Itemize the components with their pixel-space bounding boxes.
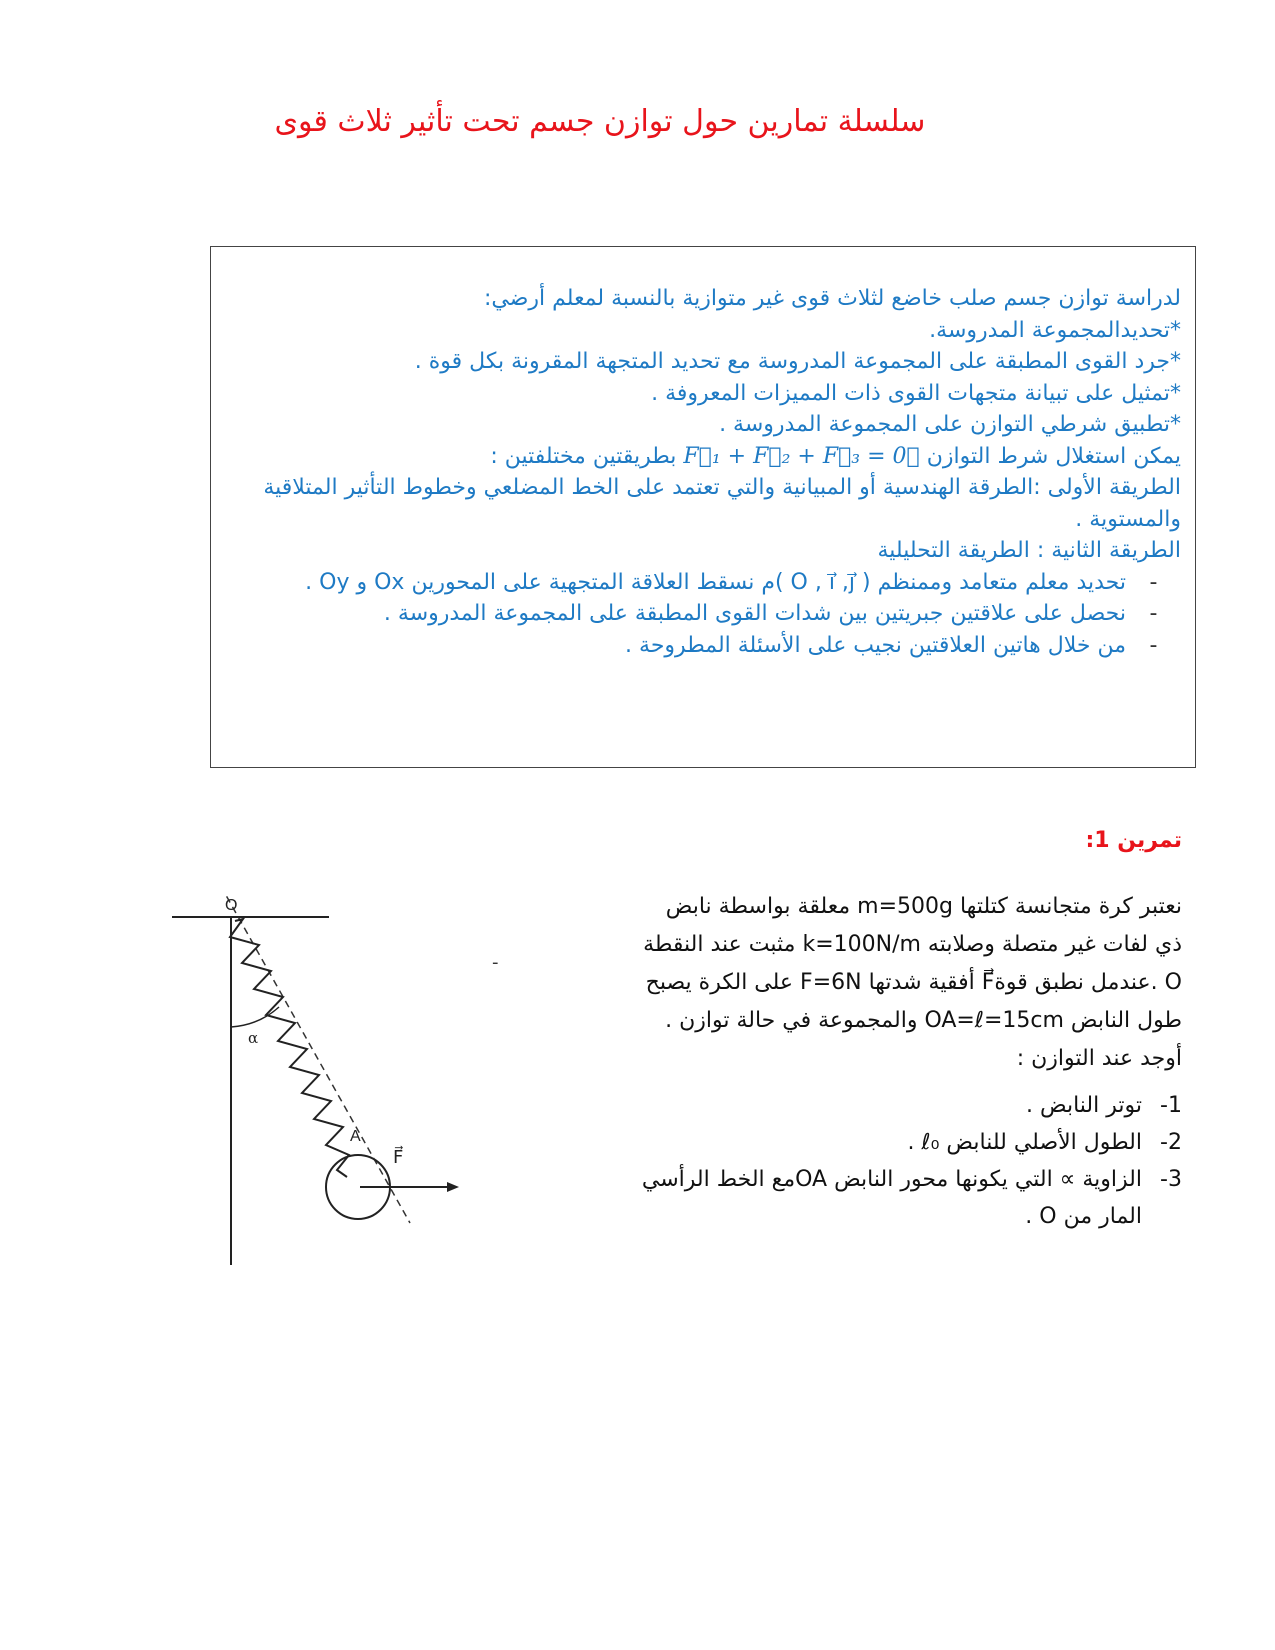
label-O: O bbox=[225, 897, 238, 914]
page-title: سلسلة تمارين حول توازن جسم تحت تأثير ثلاث قوى bbox=[274, 104, 926, 139]
statement-line: نعتبر كرة متجانسة كتلتها m=500g معلقة بواسطة نابض bbox=[665, 894, 1182, 919]
label-F: F⃗ bbox=[393, 1147, 404, 1167]
exercise-statement bbox=[532, 888, 1182, 1078]
exercise-questions bbox=[622, 1087, 1182, 1235]
statement-line: ذي لفات غير متصلة وصلابته k=100N/m مثبت عند النقطة bbox=[643, 932, 1182, 957]
condition-formula: F⃗₁ + F⃗₂ + F⃗₃ = 0⃗ bbox=[683, 443, 920, 469]
question-number: 1- bbox=[1160, 1093, 1182, 1118]
method-step: *تحديدالمجموعة المدروسة. bbox=[929, 317, 1181, 343]
method-step: *تطبيق شرطي التوازن على المجموعة المدروسة . bbox=[719, 412, 1181, 437]
bullet-dash: - bbox=[1149, 632, 1158, 658]
method-bullet bbox=[226, 630, 1181, 662]
question-item bbox=[622, 1124, 1182, 1161]
statement-line: O .عندمل نطبق قوةF⃗ أفقية شدتها F=6N على الكرة يصبح bbox=[645, 970, 1182, 995]
bullet-text: نحصل على علاقتين جبريتين بين شدات القوى المطبقة على المجموعة المدروسة . bbox=[383, 601, 1126, 626]
exercise-title: تمرين 1: bbox=[1085, 828, 1182, 853]
bullet-dash: - bbox=[1149, 601, 1158, 626]
equilibrium-condition bbox=[226, 441, 1181, 473]
method-bullet bbox=[226, 567, 1181, 599]
question-text: الطول الأصلي للنابض ℓ₀ . bbox=[907, 1130, 1142, 1155]
force-arrowhead bbox=[447, 1182, 459, 1192]
condition-suffix: بطريقتين مختلفتين : bbox=[490, 443, 677, 469]
question-item bbox=[622, 1161, 1182, 1235]
method-box-content bbox=[226, 283, 1181, 661]
method-bullet bbox=[226, 598, 1181, 630]
bullet-text: تحديد معلم متعامد وممنظم ( O , i⃗ ,j⃗ )م نسقط العلاقة المتجهية على المحورين Ox و Oy . bbox=[305, 569, 1126, 595]
method-one: الطريقة الأولى :الطرقة الهندسية أو المبيانية والتي تعتمد على الخط المضلعي وخطوط التأثير المتلاقية والمستوية . bbox=[263, 475, 1181, 532]
spring-axis bbox=[209, 893, 410, 1223]
question-text: توتر النابض . bbox=[1026, 1093, 1142, 1118]
statement-line: أوجد عند التوازن : bbox=[1016, 1046, 1182, 1071]
question-text: الزاوية ∝ التي يكونها محور النابض OAمع الخط الرأسي المار من O . bbox=[641, 1167, 1142, 1229]
condition-prefix: يمكن استغلال شرط التوازن bbox=[926, 443, 1181, 469]
bullet-dash: - bbox=[1149, 569, 1158, 595]
method-step: *جرد القوى المطبقة على المجموعة المدروسة مع تحديد المتجهة المقرونة بكل قوة . bbox=[414, 349, 1181, 374]
method-step: *تمثيل على تبيانة متجهات القوى ذات المميزات المعروفة . bbox=[651, 380, 1181, 406]
method-intro: لدراسة توازن جسم صلب خاضع لثلاث قوى غير متوازية بالنسبة لمعلم أرضي: bbox=[483, 286, 1181, 311]
method-box bbox=[210, 246, 1196, 768]
spring bbox=[230, 919, 349, 1177]
question-number: 3- bbox=[1160, 1167, 1182, 1192]
question-number: 2- bbox=[1160, 1130, 1182, 1155]
label-alpha: α bbox=[248, 1029, 259, 1047]
method-two: الطريقة الثانية : الطريقة التحليلية bbox=[877, 538, 1181, 563]
bullet-text: من خلال هاتين العلاقتين نجيب على الأسئلة المطروحة . bbox=[625, 632, 1126, 658]
label-A: A bbox=[350, 1128, 361, 1145]
stray-dash: - bbox=[492, 952, 499, 973]
statement-line: طول النابض OA=ℓ=15cm والمجموعة في حالة توازن . bbox=[665, 1008, 1182, 1033]
spring-diagram bbox=[155, 893, 497, 1265]
question-item bbox=[622, 1087, 1182, 1124]
